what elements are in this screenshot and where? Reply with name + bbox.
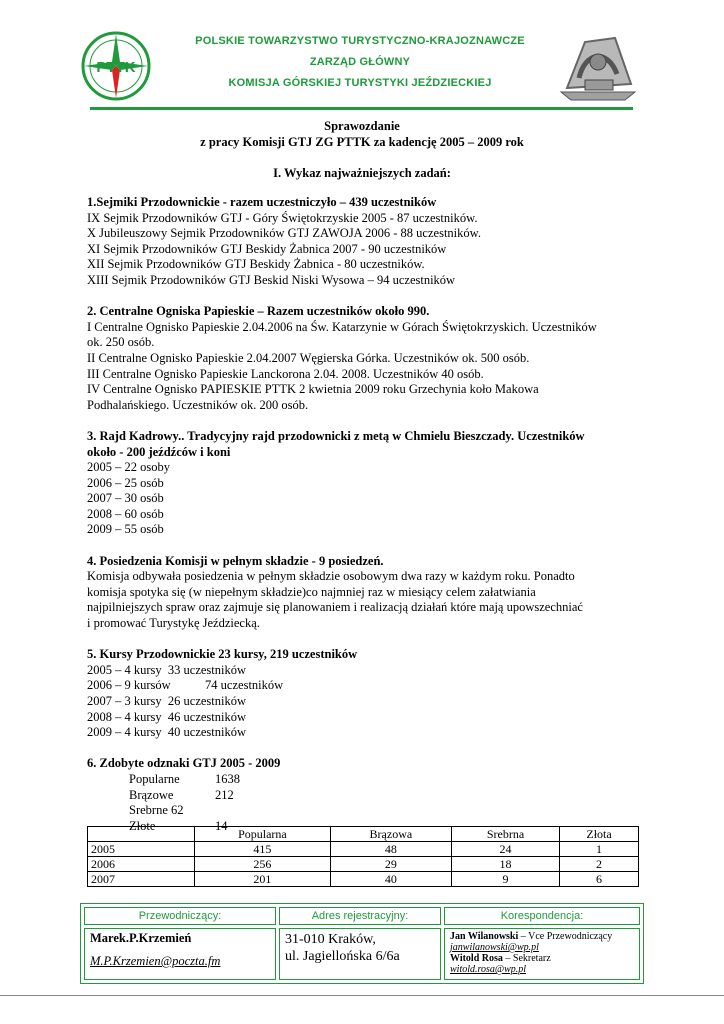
list-item: 2007 – 3 kursy 26 uczestników bbox=[87, 694, 247, 708]
s3-heading-cont: około - 200 jeźdźców i koni bbox=[87, 444, 231, 459]
table-cell: 18 bbox=[451, 857, 559, 872]
list-item: IX Sejmik Przodowników GTJ - Góry Świętokrzyskie 2005 - 87 uczestników. bbox=[87, 210, 478, 225]
list-item: II Centralne Ognisko Papieskie 2.04.2007 Węgierska Górka. Uczestników ok. 500 osób. bbox=[87, 350, 530, 365]
corr1-email-link[interactable]: janwilanowski@wp.pl bbox=[450, 942, 539, 953]
badge-label: Brązowe bbox=[129, 787, 174, 802]
list-item: 2006 – 25 osób bbox=[87, 475, 164, 490]
corr1-role: – Vce Przewodniczący bbox=[518, 931, 613, 942]
table-header-row bbox=[88, 827, 639, 842]
table-cell: 48 bbox=[330, 842, 451, 857]
table-cell: 2006 bbox=[88, 857, 195, 872]
list-item: Komisja odbywała posiedzenia w pełnym składzie osobowym dwa razy w każdym roku. Ponadto bbox=[87, 569, 575, 584]
list-item: 2008 – 4 kursy 46 uczestników bbox=[87, 709, 247, 724]
badge-summary-row bbox=[87, 772, 647, 788]
org-name: POLSKIE TOWARZYSTWO TURYSTYCZNO-KRAJOZNAWCZE bbox=[195, 35, 525, 47]
report-body bbox=[87, 195, 647, 834]
s5-heading: 5. Kursy Przodownickie 23 kursy, 219 uczestników bbox=[87, 647, 358, 662]
table-header-cell bbox=[88, 827, 195, 842]
list-item: 2007 – 30 osób bbox=[87, 491, 164, 506]
doc-subtitle: z pracy Komisji GTJ ZG PTTK za kadencję 2005 – 2009 rok bbox=[200, 135, 524, 149]
table-cell: 201 bbox=[195, 872, 331, 887]
footer-address-cell bbox=[279, 928, 441, 980]
table-row bbox=[88, 842, 639, 857]
corr2-email-link[interactable]: witold.rosa@wp.pl bbox=[450, 964, 527, 975]
list-item: X Jubileuszowy Sejmik Przodowników GTJ ZAWOJA 2006 - 88 uczestników. bbox=[87, 226, 481, 241]
badge-value: 14 bbox=[215, 818, 228, 833]
badges-table bbox=[87, 826, 639, 887]
corr2-role: – Sekretarz bbox=[502, 953, 551, 964]
list-item: IV Centralne Ognisko PAPIESKIE PTTK 2 kwietnia 2009 roku Grzechynia koło Makowa bbox=[87, 382, 539, 397]
footer-chair-heading: Przewodniczący: bbox=[84, 907, 276, 925]
list-item: i promować Turystykę Jeździecką. bbox=[87, 616, 260, 631]
table-cell: 2005 bbox=[88, 842, 195, 857]
badge-summary-row bbox=[87, 803, 647, 819]
badge-value: 212 bbox=[215, 787, 234, 802]
table-cell: 2 bbox=[560, 857, 639, 872]
commission-name: KOMISJA GÓRSKIEJ TURYSTYKI JEŹDZIECKIEJ bbox=[228, 77, 492, 89]
badge-summary-row bbox=[87, 788, 647, 804]
list-item: 2005 – 22 osoby bbox=[87, 460, 170, 475]
chair-email-link[interactable]: M.P.Krzemien@poczta.fm bbox=[90, 954, 221, 968]
corr1-name: Jan Wilanowski bbox=[450, 931, 519, 942]
list-item: XIII Sejmik Przodowników GTJ Beskid Niski Wysowa – 94 uczestników bbox=[87, 272, 456, 287]
list-item: I Centralne Ognisko Papieskie 2.04.2006 na Św. Katarzynie w Górach Świętokrzyskich. Uczestników bbox=[87, 319, 597, 334]
table-cell: 40 bbox=[330, 872, 451, 887]
footer-address-heading: Adres rejestracyjny: bbox=[279, 907, 441, 925]
table-cell: 29 bbox=[330, 857, 451, 872]
badge-label: Srebrne 62 bbox=[129, 803, 184, 818]
list-item: XI Sejmik Przodowników GTJ Beskidy Żabnica 2007 - 90 uczestników bbox=[87, 241, 447, 256]
table-cell: 256 bbox=[195, 857, 331, 872]
s6-heading: 6. Zdobyte odznaki GTJ 2005 - 2009 bbox=[87, 756, 281, 771]
section-title: I. Wykaz najważniejszych zadań: bbox=[273, 166, 451, 180]
s2-heading: 2. Centralne Ogniska Papieskie – Razem uczestników około 990. bbox=[87, 304, 430, 319]
table-header-cell: Popularna bbox=[195, 827, 331, 842]
list-item: ok. 250 osób. bbox=[87, 335, 155, 350]
table-row bbox=[88, 872, 639, 887]
corr2-name: Witold Rosa bbox=[450, 953, 503, 964]
badge-label: Popularne bbox=[129, 771, 180, 786]
list-item: Podhalańskiego. Uczestników ok. 200 osób. bbox=[87, 397, 309, 412]
footer-chair-cell bbox=[84, 928, 276, 980]
table-cell: 2007 bbox=[88, 872, 195, 887]
footer-correspondence-heading: Korespondencja: bbox=[444, 907, 640, 925]
list-item: komisja spotyka się (w niepełnym składzie)co najmniej raz w miesiący celem załatwiania bbox=[87, 584, 536, 599]
org-board: ZARZĄD GŁÓWNY bbox=[309, 56, 411, 68]
s3-heading: 3. Rajd Kadrowy.. Tradycyjny rajd przodownicki z metą w Chmielu Bieszczady. Uczestników bbox=[87, 428, 585, 443]
table-header-cell: Brązowa bbox=[330, 827, 451, 842]
list-item: 2006 – 9 kursów 74 uczestników bbox=[87, 678, 284, 693]
table-header-cell: Srebrna bbox=[451, 827, 559, 842]
s1-heading: 1.Sejmiki Przodownickie - razem uczestniczyło – 439 uczestników bbox=[87, 195, 437, 209]
list-item: XII Sejmik Przodowników GTJ Beskidy Żabnica - 80 uczestników. bbox=[87, 257, 425, 272]
s4-heading: 4. Posiedzenia Komisji w pełnym składzie - 9 posiedzeń. bbox=[87, 553, 384, 568]
table-header-cell: Złota bbox=[560, 827, 639, 842]
address-line2: ul. Jagiellońska 6/6a bbox=[285, 949, 400, 964]
svg-text:PTTK: PTTK bbox=[96, 59, 136, 76]
footer-contact-table bbox=[80, 903, 644, 984]
list-item: 2009 – 55 osób bbox=[87, 522, 164, 537]
page-bottom-divider bbox=[0, 995, 724, 996]
doc-title: Sprawozdanie bbox=[324, 119, 400, 133]
list-item: 2009 – 4 kursy 40 uczestników bbox=[87, 725, 247, 740]
address-line1: 31-010 Kraków, bbox=[285, 932, 376, 947]
list-item: 2008 – 60 osób bbox=[87, 506, 164, 521]
table-cell: 415 bbox=[195, 842, 331, 857]
header-divider bbox=[90, 107, 633, 110]
list-item: 2005 – 4 kursy 33 uczestników bbox=[87, 662, 247, 677]
table-cell: 6 bbox=[560, 872, 639, 887]
table-cell: 1 bbox=[560, 842, 639, 857]
list-item: III Centralne Ognisko Papieskie Lanckorona 2.04. 2008. Uczestników 40 osób. bbox=[87, 366, 484, 381]
table-cell: 9 bbox=[451, 872, 559, 887]
list-item: najpilniejszych spraw oraz zajmuje się planowaniem i realizacją działań które mają upowszechniać bbox=[87, 600, 583, 615]
table-row bbox=[88, 857, 639, 872]
table-cell: 24 bbox=[451, 842, 559, 857]
chair-name: Marek.P.Krzemień bbox=[90, 931, 192, 945]
footer-correspondence-cell bbox=[444, 928, 640, 980]
badge-value: 1638 bbox=[215, 771, 240, 786]
badge-label: Złote bbox=[129, 818, 156, 833]
